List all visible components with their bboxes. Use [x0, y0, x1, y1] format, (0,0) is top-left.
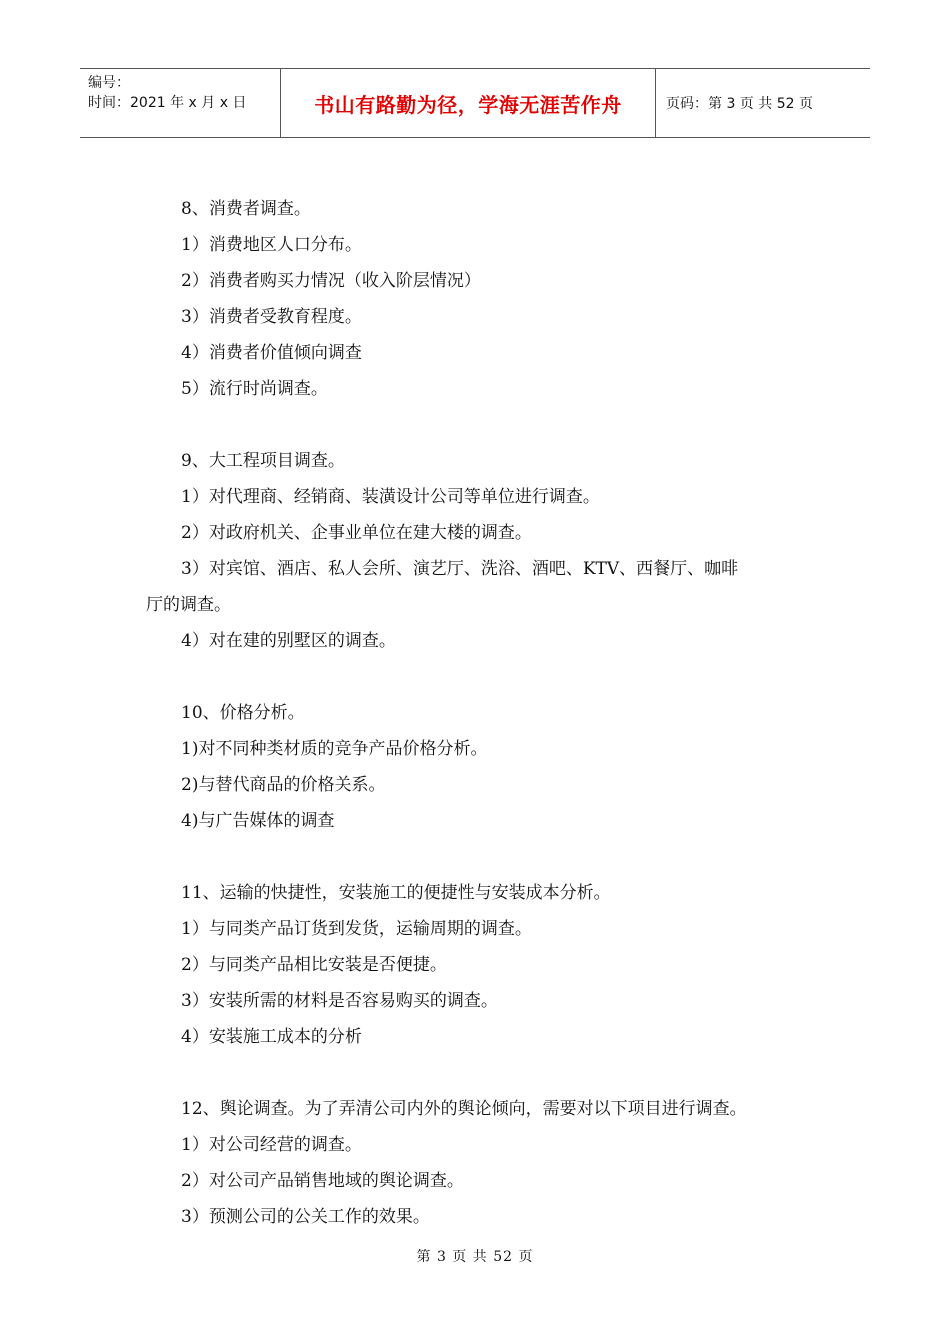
list-item: 4）消费者价值倾向调查 [181, 343, 362, 363]
time-label: 时间：2021 年 x 月 x 日 [88, 95, 247, 111]
number-label: 编号： [88, 75, 130, 91]
list-item: 2）对公司产品销售地域的舆论调查。 [181, 1171, 464, 1191]
header-page-info: 页码：第 3 页 共 52 页 [666, 96, 813, 112]
section-title: 12、舆论调查。为了弄清公司内外的舆论倾向，需要对以下项目进行调查。 [181, 1099, 747, 1119]
page-header [80, 68, 870, 138]
section-title: 9、大工程项目调查。 [181, 451, 345, 471]
document-body [146, 192, 836, 1236]
list-item: 3）安装所需的材料是否容易购买的调查。 [181, 991, 498, 1011]
list-item: 2）对政府机关、企事业单位在建大楼的调查。 [181, 523, 532, 543]
list-item: 5）流行时尚调查。 [181, 379, 328, 399]
list-item: 1)对不同种类材质的竞争产品价格分析。 [181, 739, 488, 759]
list-item: 1）与同类产品订货到发货，运输周期的调查。 [181, 919, 532, 939]
list-item: 2）与同类产品相比安装是否便捷。 [181, 955, 447, 975]
list-item: 4)与广告媒体的调查 [181, 811, 335, 831]
list-item-continuation: 厅的调查。 [146, 595, 231, 615]
section-title: 8、消费者调查。 [181, 199, 311, 219]
list-item: 2)与替代商品的价格关系。 [181, 775, 386, 795]
list-item: 1）对代理商、经销商、装潢设计公司等单位进行调查。 [181, 487, 600, 507]
list-item: 3）预测公司的公关工作的效果。 [181, 1207, 430, 1227]
list-item: 3）对宾馆、酒店、私人会所、演艺厅、洗浴、酒吧、KTV、西餐厅、咖啡 [181, 559, 739, 579]
list-item: 4）安装施工成本的分析 [181, 1027, 362, 1047]
page-footer: 第 3 页 共 52 页 [416, 1249, 534, 1265]
header-meta [80, 69, 280, 137]
list-item: 2）消费者购买力情况（收入阶层情况） [181, 271, 481, 291]
list-item: 1）对公司经营的调查。 [181, 1135, 362, 1155]
section-title: 11、运输的快捷性，安装施工的便捷性与安装成本分析。 [181, 883, 611, 903]
list-item: 4）对在建的别墅区的调查。 [181, 631, 396, 651]
list-item: 1）消费地区人口分布。 [181, 235, 362, 255]
list-item: 3）消费者受教育程度。 [181, 307, 362, 327]
header-motto: 书山有路勤为径，学海无涯苦作舟 [280, 69, 656, 137]
section-title: 10、价格分析。 [181, 703, 305, 723]
